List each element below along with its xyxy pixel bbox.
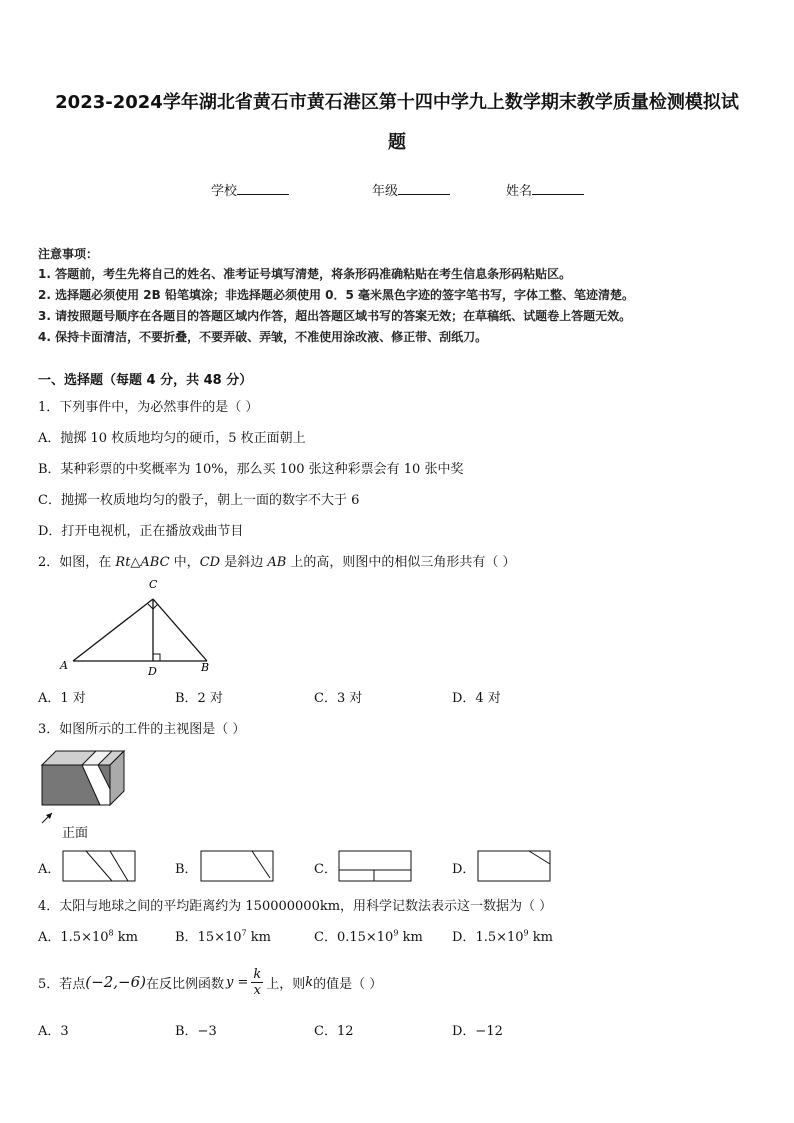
q1-option-a: A．抛掷 10 枚质地均匀的硬币，5 枚正面朝上 [38, 431, 306, 446]
grade-field [372, 180, 450, 199]
vertex-label-d: D [148, 665, 157, 678]
school-blank [237, 182, 289, 195]
note-item: 4. 保持卡面清洁，不要折叠，不要弄破、弄皱，不准使用涂改液、修正带、刮纸刀。 [38, 330, 488, 344]
grade-blank [398, 182, 450, 195]
q5-text: 在反比例函数 [145, 976, 224, 992]
q2-option-b: B．2 对 [175, 691, 223, 706]
q3-option-b-figure [200, 850, 276, 884]
vertex-label-b: B [201, 661, 210, 674]
q3-option-a-letter: A． [38, 862, 61, 877]
q2-text: 2．如图，在 [38, 555, 116, 570]
option-base: 1.5×10 [475, 930, 524, 945]
option-unit: km [246, 930, 271, 945]
q5-option-c: C．12 [314, 1024, 354, 1039]
q2-text: 是斜边 [220, 555, 268, 570]
front-label: 正面 [62, 826, 89, 841]
school-label: 学校 [211, 184, 238, 199]
option-base: 0.15×10 [336, 930, 394, 945]
q2-text: 中， [169, 555, 200, 570]
q4-option-a [38, 926, 138, 945]
question-2-stem [38, 551, 516, 570]
vertex-label-c: C [149, 578, 158, 591]
q3-option-b-letter: B． [175, 862, 198, 877]
question-3-stem: 3．如图所示的工件的主视图是（ ） [38, 722, 246, 737]
option-letter: B． [175, 930, 198, 945]
option-exponent: 9 [523, 928, 529, 938]
q2-option-c: C．3 对 [314, 691, 363, 706]
note-item: 2. 选择题必须使用 2B 铅笔填涂；非选择题必须使用 0．5 毫米黑色字迹的签字笔书写，字体工整、笔迹清楚。 [38, 288, 634, 302]
q5-fraction [251, 967, 263, 998]
q2-segment-ab: AB [267, 555, 287, 570]
vertex-label-a: A [60, 659, 68, 672]
q4-option-c [314, 926, 423, 945]
school-field [211, 180, 289, 199]
q3-option-c-figure [338, 850, 414, 884]
option-exponent: 8 [108, 928, 114, 938]
q3-option-d-figure [477, 850, 553, 884]
q2-text: 上的高，则图中的相似三角形共有（ ） [286, 555, 516, 570]
name-field [506, 180, 584, 199]
option-unit: km [528, 930, 553, 945]
q3-workpiece-figure [36, 745, 136, 825]
q5-text: 的值是（ ） [313, 976, 383, 992]
q5-numerator: k [253, 966, 262, 982]
grade-label: 年级 [372, 184, 399, 199]
q1-option-d: D．打开电视机，正在播放戏曲节目 [38, 524, 244, 539]
name-label: 姓名 [506, 184, 533, 199]
q5-k: k [305, 974, 314, 990]
name-blank [532, 182, 584, 195]
page-title-cont: 题 [388, 132, 406, 153]
option-letter: C． [314, 930, 337, 945]
question-1-stem: 1．下列事件中，为必然事件的是（ ） [38, 400, 259, 415]
q2-segment-cd: CD [199, 555, 221, 570]
q4-option-d [452, 926, 553, 945]
q1-option-b: B．某种彩票的中奖概率为 10%，那么买 100 张这种彩票会有 10 张中奖 [38, 462, 464, 477]
option-exponent: 7 [241, 928, 247, 938]
q5-option-d: D．−12 [452, 1024, 503, 1039]
q5-function-y: y = [226, 974, 249, 990]
q2-triangle: Rt△ABC [115, 555, 170, 570]
section-heading: 一、选择题（每题 4 分，共 48 分） [38, 373, 253, 388]
q3-option-a-figure [62, 850, 138, 884]
option-unit: km [398, 930, 423, 945]
q3-option-c-letter: C． [314, 862, 337, 877]
option-base: 15×10 [197, 930, 242, 945]
q5-point: (−2,−6) [85, 973, 146, 991]
note-item: 1. 答题前，考生先将自己的姓名、准考证号填写清楚，将条形码准确粘贴在考生信息条形码粘贴区。 [38, 267, 572, 281]
q5-option-a: A．3 [38, 1024, 69, 1039]
q2-triangle-figure [55, 575, 225, 680]
q5-text: 上，则 [266, 976, 306, 992]
q3-option-d-letter: D． [452, 862, 476, 877]
q5-text: 5．若点 [38, 976, 86, 992]
q2-option-a: A．1 对 [38, 691, 86, 706]
q2-option-d: D．4 对 [452, 691, 501, 706]
option-exponent: 9 [393, 928, 399, 938]
option-letter: D． [452, 930, 476, 945]
q5-denominator: x [253, 982, 261, 998]
option-letter: A． [38, 930, 61, 945]
q5-option-b: B．−3 [175, 1024, 217, 1039]
question-5-stem [38, 962, 382, 1002]
q1-option-c: C．抛掷一枚质地均匀的骰子，朝上一面的数字不大于 6 [38, 493, 360, 508]
page-title: 2023-2024学年湖北省黄石市黄石港区第十四中学九上数学期末教学质量检测模拟试 [55, 92, 739, 113]
option-base: 1.5×10 [60, 930, 109, 945]
note-item: 3. 请按照题号顺序在各题目的答题区域内作答，超出答题区域书写的答案无效；在草稿纸、试题卷上答题无效。 [38, 309, 632, 323]
option-unit: km [113, 930, 138, 945]
question-4-stem: 4．太阳与地球之间的平均距离约为 150000000km，用科学记数法表示这一数据为（ ） [38, 899, 553, 914]
notes-heading: 注意事项： [38, 247, 99, 261]
q4-option-b [175, 926, 271, 945]
